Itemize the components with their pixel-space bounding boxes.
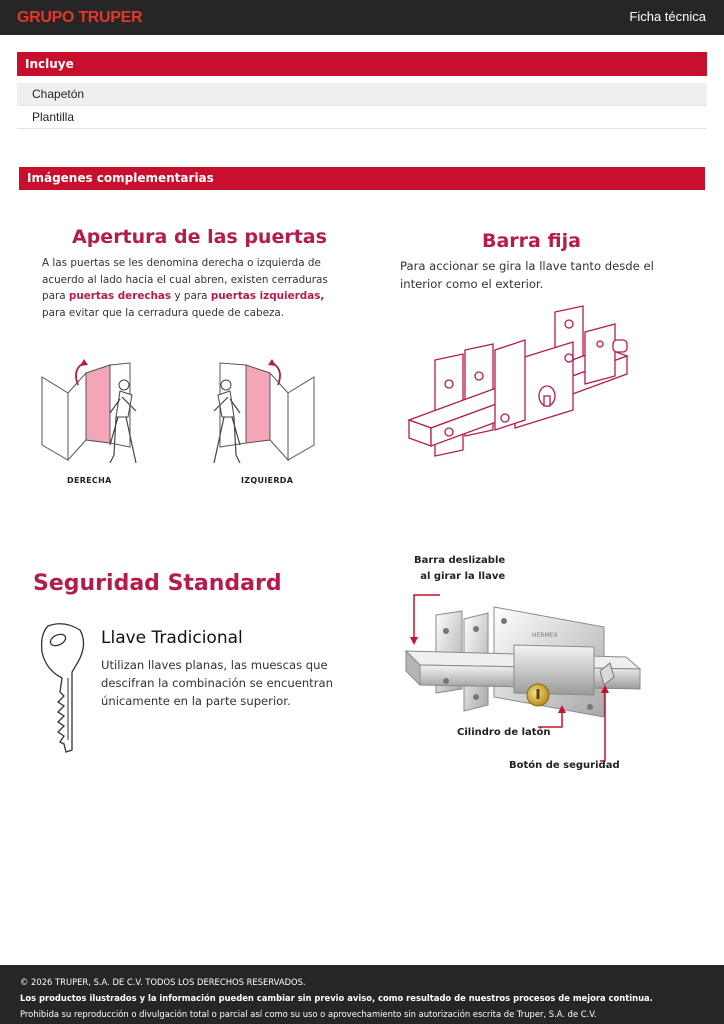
door-left-illustration [206, 355, 316, 470]
brand-logo: GRUPO TRUPER [17, 9, 143, 26]
lock-line-drawing [405, 300, 640, 480]
llave-title: Llave Tradicional [101, 628, 243, 648]
llave-text: Utilizan llaves planas, las muescas que descifran la combinación se encuentran únicamente en la parte superior. [101, 658, 333, 708]
section-title-incluye: Incluye [17, 52, 707, 76]
callout-cilindro: Cilindro de latón [457, 727, 551, 738]
puertas-izquierdas-term: puertas izquierdas, [210, 290, 325, 302]
apertura-line: acuerdo al lado hacia el cual abren, existen cerraduras [42, 273, 328, 286]
puertas-derechas-term: puertas derechas [68, 290, 172, 302]
lock-photo [404, 585, 644, 785]
apertura-line: para evitar que la cerradura quede de cabeza. [42, 306, 285, 319]
list-item: Plantilla [17, 106, 707, 129]
apertura-text [42, 255, 328, 321]
footer-notice: Los productos ilustrados y la información pueden cambiar sin previo aviso, como resultado de nuestros procesos de mejora continua. [20, 993, 653, 1003]
door-right-illustration [40, 355, 150, 470]
list-item: Chapetón [17, 83, 707, 106]
apertura-title: Apertura de las puertas [72, 226, 327, 248]
footer-legal: Prohibida su reproducción o divulgación total o parcial así como su uso o aprovechamiento sin autorización escrita de Truper, S.A. de C.V. [20, 1009, 597, 1019]
section-title-imagenes: Imágenes complementarias [19, 167, 705, 190]
incluye-list [17, 83, 707, 129]
footer [0, 965, 724, 1024]
door-label-derecha: DERECHA [67, 476, 112, 485]
footer-copyright: © 2026 TRUPER, S.A. DE C.V. TODOS LOS DERECHOS RESERVADOS. [20, 977, 306, 987]
barra-text: Para accionar se gira la llave tanto desde el interior como el exterior. [400, 259, 654, 291]
seguridad-title: Seguridad Standard [33, 571, 282, 596]
callout-barra: Barra deslizable al girar la llave [414, 555, 506, 582]
barra-title: Barra fija [482, 230, 581, 252]
key-icon [38, 622, 90, 754]
top-bar [0, 0, 724, 35]
door-label-izquierda: IZQUIERDA [241, 476, 294, 485]
apertura-line: A las puertas se les denomina derecha o izquierda de [42, 257, 321, 269]
callout-boton: Botón de seguridad [509, 760, 620, 771]
document-type: Ficha técnica [629, 9, 706, 24]
hermex-mark: HERMEX [532, 632, 558, 639]
apertura-line: para puertas derechas y para puertas izquierdas, [42, 290, 325, 302]
